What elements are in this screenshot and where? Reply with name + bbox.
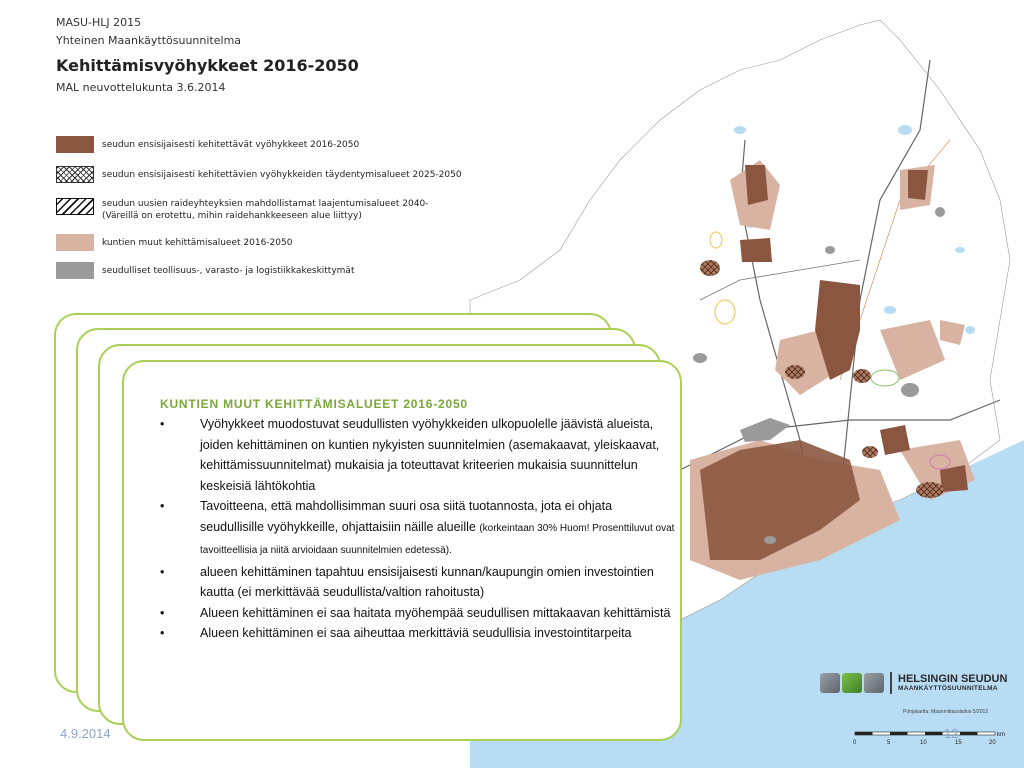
list-item	[160, 562, 675, 603]
cube-icon	[820, 673, 840, 693]
project-code: MASU-HLJ 2015	[56, 16, 142, 29]
legend-item-municipal-zones	[56, 234, 292, 251]
legend-swatch-diagonal	[56, 198, 94, 215]
page-title: Kehittämisvyöhykkeet 2016-2050	[56, 56, 359, 75]
list-item	[160, 414, 675, 496]
list-item	[160, 603, 675, 624]
logo-cubes-icon	[820, 673, 884, 693]
list-item-note: (korkeintaan 30% Huom! Prosenttiluvut ovat tavoitteellisia ja niitä arvioidaan suunnitelmien edetessä).	[200, 522, 675, 556]
card-heading: KUNTIEN MUUT KEHITTÄMISALUEET 2016-2050	[160, 397, 468, 411]
basemap-credit: Pohjakartta: Maanmittauslaitos 5/2012	[903, 709, 989, 715]
legend-label: seudun ensisijaisesti kehitettävien vyöhykkeiden täydentymisalueet 2025-2050	[102, 170, 462, 180]
legend-swatch-crosshatch	[56, 166, 94, 183]
legend-label: kuntien muut kehittämisalueet 2016-2050	[102, 238, 293, 248]
legend-item-rail-expansion	[56, 198, 428, 222]
scale-tick-label: 20	[989, 740, 996, 746]
brand-name: HELSINGIN SEUDUN	[898, 673, 1008, 685]
legend-label-group	[94, 198, 428, 222]
brand-subtitle: MAANKÄYTTÖSUUNNITELMA	[898, 685, 998, 692]
list-item-text: Vyöhykkeet muodostuvat seudullisten vyöhykkeiden ulkopuolelle jäävistä alueista, joiden kehittäminen on kuntien nykyisten suunnitelmien (asemakaavat, yleiskaavat, kehittämissuunnitelmat) mukaisia ja toteuttavat kriteerien mukaisia suunnittelun keskeisiä lähtökohtia	[200, 417, 660, 493]
scale-tick-label: 15	[955, 740, 962, 746]
scale-bar	[850, 728, 1008, 748]
slide-date: 4.9.2014	[60, 726, 111, 741]
bullet-icon: •	[160, 605, 165, 620]
list-item	[160, 496, 675, 562]
list-item-text: alueen kehittäminen tapahtuu ensisijaisesti kunnan/kaupungin omien investointien kautta (ei merkittävää seudullista/valtion rahoitusta)	[200, 564, 654, 599]
list-item-text: Alueen kehittäminen ei saa aiheuttaa merkittäviä seudullisia investointitarpeita	[200, 626, 632, 640]
bullet-icon: •	[160, 417, 165, 431]
bullet-icon: •	[160, 499, 165, 513]
bullet-icon: •	[160, 564, 165, 579]
bullet-list	[160, 414, 675, 644]
scale-unit: km	[997, 732, 1005, 738]
info-card-content	[160, 397, 675, 644]
meeting-info: MAL neuvottelukunta 3.6.2014	[56, 81, 226, 94]
legend-label: seudulliset teollisuus-, varasto- ja logistiikkakeskittymät	[102, 266, 355, 276]
legend-item-industrial	[56, 262, 354, 279]
legend-swatch-municipal	[56, 234, 94, 251]
brand-text	[898, 674, 1007, 692]
legend-item-complement-areas	[56, 166, 462, 183]
scale-tick-label: 10	[920, 740, 927, 746]
scale-tick-label: 0	[853, 740, 857, 746]
legend-label-note: (Väreillä on erotettu, mihin raidehankkeeseen alue liittyy)	[102, 211, 362, 221]
legend-swatch-primary	[56, 136, 94, 153]
legend-label: seudun uusien raideyhteyksien mahdollistamat laajentumisalueet 2040-	[102, 199, 429, 209]
cube-icon	[864, 673, 884, 693]
brand-logo	[820, 672, 1007, 694]
bullet-icon: •	[160, 626, 165, 640]
list-item-text: Alueen kehittäminen ei saa haitata myöhempää seudullisen mittakaavan kehittämistä	[200, 605, 671, 620]
slide-number: 12	[944, 726, 959, 741]
logo-divider	[890, 672, 892, 694]
legend-label: seudun ensisijaisesti kehitettävät vyöhykkeet 2016-2050	[102, 140, 360, 150]
cube-icon	[842, 673, 862, 693]
legend-item-primary-zones	[56, 136, 359, 153]
project-name: Yhteinen Maankäyttösuunnitelma	[56, 34, 242, 47]
scale-tick-label: 5	[887, 740, 891, 746]
legend-swatch-industrial	[56, 262, 94, 279]
slide-header	[56, 14, 359, 94]
list-item	[160, 623, 675, 644]
list-item-text: Tavoitteena, että mahdollisimman suuri osa siitä tuotannosta, jota ei ohjata seudullisille vyöhykkeille, ohjattaisiin näille alueille	[200, 499, 613, 534]
